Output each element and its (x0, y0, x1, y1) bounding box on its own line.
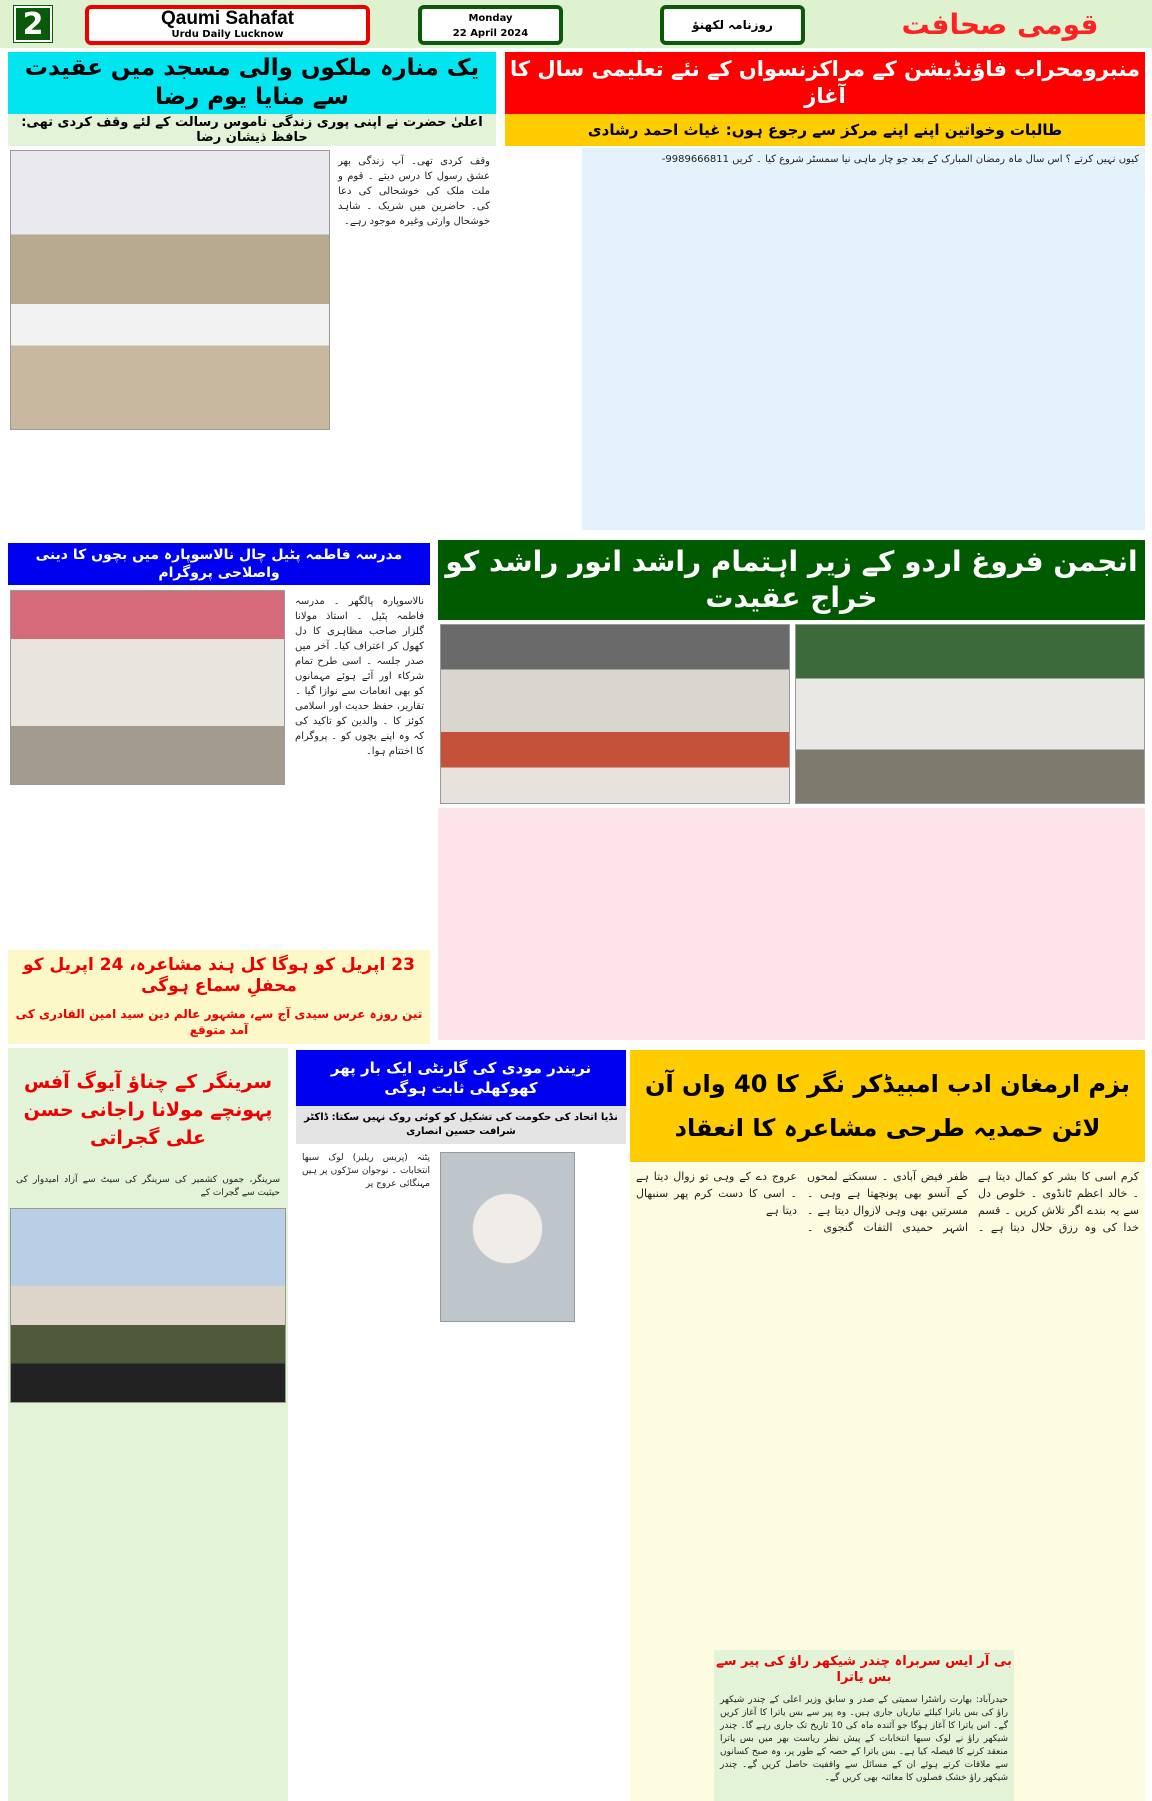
date: 22 April 2024 (452, 28, 529, 39)
date-box (418, 5, 563, 45)
subhead-urs: تین روزہ عرس سیدی آج سے، مشہور عالم دین سید امین القادری کی آمد متوقع (15, 1007, 423, 1037)
headline-yome-raza: یک منارہ ملکوں والی مسجد میں عقیدت سے منایا یوم رضا (8, 52, 496, 114)
candidate-photo (10, 1208, 286, 1403)
weekday: Monday (468, 13, 513, 24)
english-title-box (85, 5, 370, 45)
subhead-minbar-mehrab: طالبات وخواتین اپنے اپنے مرکز سے رجوع ہوں: غیاث احمد رشادی (505, 114, 1145, 146)
urdu-title: قومی صحافت (901, 7, 1099, 41)
article-body-bg (438, 808, 1145, 1040)
roznama-box: روزنامہ لکھنؤ (660, 5, 805, 45)
gathering-photo-2 (795, 624, 1145, 804)
article-body: نالاسوپارہ پالگھر ۔ مدرسہ فاطمہ پٹیل ۔ استاذ مولانا گلزار صاحب مظاہری کا دل کھول کر اعتراف کیا۔ آخر میں صدر جلسہ ۔ اسی طرح تمام شرکاء اور آئے ہوئے مہمانوں کو بھی انعامات سے نوازا گیا ۔ تقاریر، حفظ حدیث اور اسلامی کوئز کا ۔ والدین کو تاکید کی کہ وہ اپنے بچوں کو ۔ پروگرام کا اختتام ہوا۔ (295, 596, 424, 757)
article-body: کیوں نہیں کرتے ؟ اس سال ماہ رمضان المبارک کے بعد جو چار ماہی نیا سمسٹر شروع کیا ۔ کریں 9989666811- (582, 148, 1145, 530)
mosque-gathering-photo (10, 150, 330, 430)
article-body: حیدرآباد: بھارت راشٹرا سمیتی کے صدر و سابق وزیر اعلی کے چندر شیکھر راؤ کی بس یاترا کیلئے تیاریاں جاری ہیں۔ وہ پیر سے بس یاترا کا آغاز کریں گے۔ اس یاترا کا آغاز ہوگا جو آئندہ ماہ کی 10 تاریخ تک جاری رہے گا۔ چندر شیکھر راؤ نے لوک سبھا انتخابات کے پیش نظر ریاست بھر میں بس یاترا منعقد کرنے کا فیصلہ کیا ہے۔ بس یاترا کے حصہ کے طور پر، وہ صبح کسانوں سے ملاقات کرتے ہوئے ان کے مسائل سے واقفیت حاصل کریں گے۔ چندر شیکھر راؤ خشک فصلوں کا معائنہ بھی کریں گے۔ (720, 1695, 1008, 1783)
headline-mushaira: 23 اپریل کو ہوگا کل ہند مشاعرہ، 24 اپریل کو محفلِ سماع ہوگی (23, 955, 415, 996)
article-body: وقف کردی تھی۔ آپ زندگی بھر عشق رسول کا درس دیتے ۔ قوم و ملت ملک کی خوشحالی کی دعا کی۔ حاضرین میں شریک ۔ شاہد خوشحال وارثی وغیرہ موجود رہے۔ (338, 156, 490, 227)
english-title: Qaumi Sahafat (160, 8, 295, 29)
article-body: کرم اسی کا بشر کو کمال دیتا ہے ۔ خالد اعظم ٹانڈوی ۔ خلوص دل سے یہ بندے اگر تلاش کریں ۔ قسم خدا کی وہ رزق حلال دیتا ہے ۔ ظفر فیض آبادی ۔ سسکتے لمحوں کے آنسو بھی پونچھتا ہے وہی ۔ مسرتیں بھی وہی لازوال دیتا ہے ۔ اشہر حمیدی التفات گنجوی ۔ عروج دے کے وہی تو زوال دیتا ہے ۔ اسی کا دست کرم پھر سنبھال دیتا ہے (630, 1164, 1145, 1644)
headline-minbar-mehrab: منبرومحراب فاؤنڈیشن کے مراکزنسواں کے نئے تعلیمی سال کا آغاز (505, 52, 1145, 114)
sharafat-hussain-photo (440, 1152, 575, 1322)
headline-srinagar: سرینگر کے چناؤ آیوگ آفس پہونچے مولانا راجانی حسن علی گجراتی (23, 1071, 273, 1149)
headline-bazm-armaghan: بزم ارمغان ادب امبیڈکر نگر کا 40 واں آن لائن حمدیہ طرحی مشاعرہ کا انعقاد (630, 1050, 1145, 1162)
english-subtitle: Urdu Daily Lucknow (171, 29, 284, 40)
headline-anjuman-urdu: انجمن فروغ اردو کے زیر اہتمام راشد انور راشد کو خراج عقیدت (438, 540, 1145, 620)
article-body: پٹنہ (پریس ریلیز) لوک سبھا انتخابات ۔ نوجوان سڑکوں پر ہیں مہنگائی عروج پر (302, 1153, 430, 1189)
article-body: سرینگر، جموں کشمیر کی سرینگر کی سیٹ سے آزاد امیدوار کی حیثیت سے گجرات کے (16, 1175, 280, 1198)
headline-bus-yatra: بی آر ایس سربراہ چندر شیکھر راؤ کی پیر سے بس یاترا (716, 1654, 1012, 1685)
headline-modi-guarantee: نریندر مودی کی گارنٹی ایک بار پھر کھوکھلی ثابت ہوگی (296, 1050, 626, 1106)
masthead (0, 0, 1152, 48)
page-number: 2 (14, 6, 52, 42)
subhead-india-alliance: نڈیا اتحاد کی حکومت کی تشکیل کو کوئی روک نہیں سکتا: ڈاکٹر شرافت حسین انصاری (296, 1106, 626, 1144)
headline-madrasa-fatima: مدرسہ فاطمہ پٹیل چال نالاسوپارہ میں بچوں کا دینی واصلاحی پروگرام (8, 543, 430, 585)
subhead-yome-raza: اعلیٰ حضرت نے اپنی پوری زندگی ناموس رسالت کے لئے وقف کردی تھی: حافظ ذیشان رضا (8, 114, 496, 146)
gathering-photo-1 (440, 624, 790, 804)
